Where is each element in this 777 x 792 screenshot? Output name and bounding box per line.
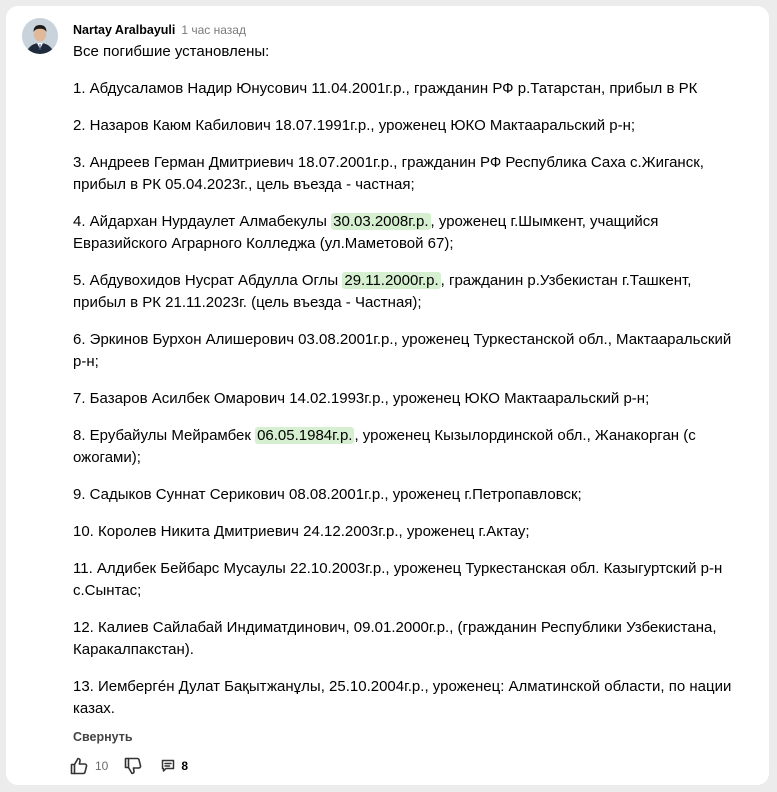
comment-icon — [161, 759, 175, 773]
item-text: 12. Калиев Сайлабай Индиматдинович, 09.01.2000г.р., (гражданин Республики Узбекистана, Каракалпакстан). — [73, 619, 717, 658]
item-text-rest: , уроженец Кызылординской обл., Жанакорган (с ожогами); — [73, 427, 696, 466]
list-item — [73, 211, 743, 255]
comment-intro: Все погибшие установлены: — [73, 43, 270, 60]
like-button[interactable] — [69, 756, 108, 776]
comment-body — [73, 41, 743, 735]
item-text-rest: , уроженец г.Шымкент, учащийся Евразийского Аграрного Колледжа (ул.Маметовой 67); — [73, 213, 659, 252]
item-text: 13. Иембергéн Дулат Бақытжанұлы, 25.10.2004г.р., уроженец: Алматинской области, по нации казах. — [73, 678, 732, 717]
list-item — [73, 78, 743, 100]
comment-card — [6, 6, 769, 785]
list-item — [73, 425, 743, 469]
comment-actions — [69, 755, 188, 777]
item-text: 9. Садыков Суннат Серикович 08.08.2001г.р., уроженец г.Петропавловск; — [73, 486, 582, 503]
thumbs-up-icon — [69, 756, 89, 776]
list-item — [73, 329, 743, 373]
avatar-image — [22, 18, 58, 54]
item-text-rest: , гражданин р.Узбекистан г.Ташкент, прибыл в РК 21.11.2023г. (цель въезда - Частная); — [73, 272, 692, 311]
list-item — [73, 558, 743, 602]
thumbs-down-icon — [123, 756, 143, 776]
replies-button[interactable] — [161, 759, 188, 773]
avatar[interactable] — [22, 18, 58, 54]
list-item — [73, 521, 743, 543]
like-count: 10 — [95, 759, 109, 773]
list-item — [73, 388, 743, 410]
list-item — [73, 115, 743, 137]
item-text: 7. Базаров Асилбек Омарович 14.02.1993г.р., уроженец ЮКО Мактааральский р-н; — [73, 390, 650, 407]
highlighted-date: 30.03.2008г.р. — [333, 213, 429, 230]
collapse-button[interactable]: Свернуть — [73, 730, 133, 744]
author-name[interactable]: Nartay Aralbayuli — [73, 23, 176, 37]
list-item — [73, 152, 743, 196]
replies-count: 8 — [181, 759, 189, 773]
list-item — [73, 484, 743, 506]
item-text: 6. Эркинов Бурхон Алишерович 03.08.2001г.р., уроженец Туркестанской обл., Мактааральский р-н; — [73, 331, 732, 370]
highlighted-date: 06.05.1984г.р. — [257, 427, 353, 444]
item-text: 3. Андреев Герман Дмитриевич 18.07.2001г.р., гражданин РФ Республика Саха с.Жиганск, прибыл в РК 05.04.2023г., цель въезда - частная; — [73, 154, 704, 193]
dislike-button[interactable] — [123, 756, 143, 776]
comment-header — [73, 22, 246, 38]
item-text: 5. Абдувохидов Нусрат Абдулла Оглы — [73, 272, 343, 289]
highlighted-date: 29.11.2000г.р. — [344, 272, 439, 289]
item-text: 2. Назаров Каюм Кабилович 18.07.1991г.р., уроженец ЮКО Мактааральский р-н; — [73, 117, 636, 134]
list-item — [73, 270, 743, 314]
list-item — [73, 676, 743, 720]
item-text: 1. Абдусаламов Надир Юнусович 11.04.2001г.р., гражданин РФ р.Татарстан, прибыл в РК — [73, 80, 698, 97]
list-item — [73, 617, 743, 661]
item-text: 11. Алдибек Бейбарс Мусаулы 22.10.2003г.р., уроженец Туркестанская обл. Казыгуртский р-н с.Сынтас; — [73, 560, 723, 599]
item-text: 8. Ерубайулы Мейрамбек — [73, 427, 256, 444]
comment-timestamp: 1 час назад — [181, 23, 246, 37]
item-text: 4. Айдархан Нурдаулет Алмабекулы — [73, 213, 332, 230]
item-text: 10. Королев Никита Дмитриевич 24.12.2003г.р., уроженец г.Актау; — [73, 523, 530, 540]
